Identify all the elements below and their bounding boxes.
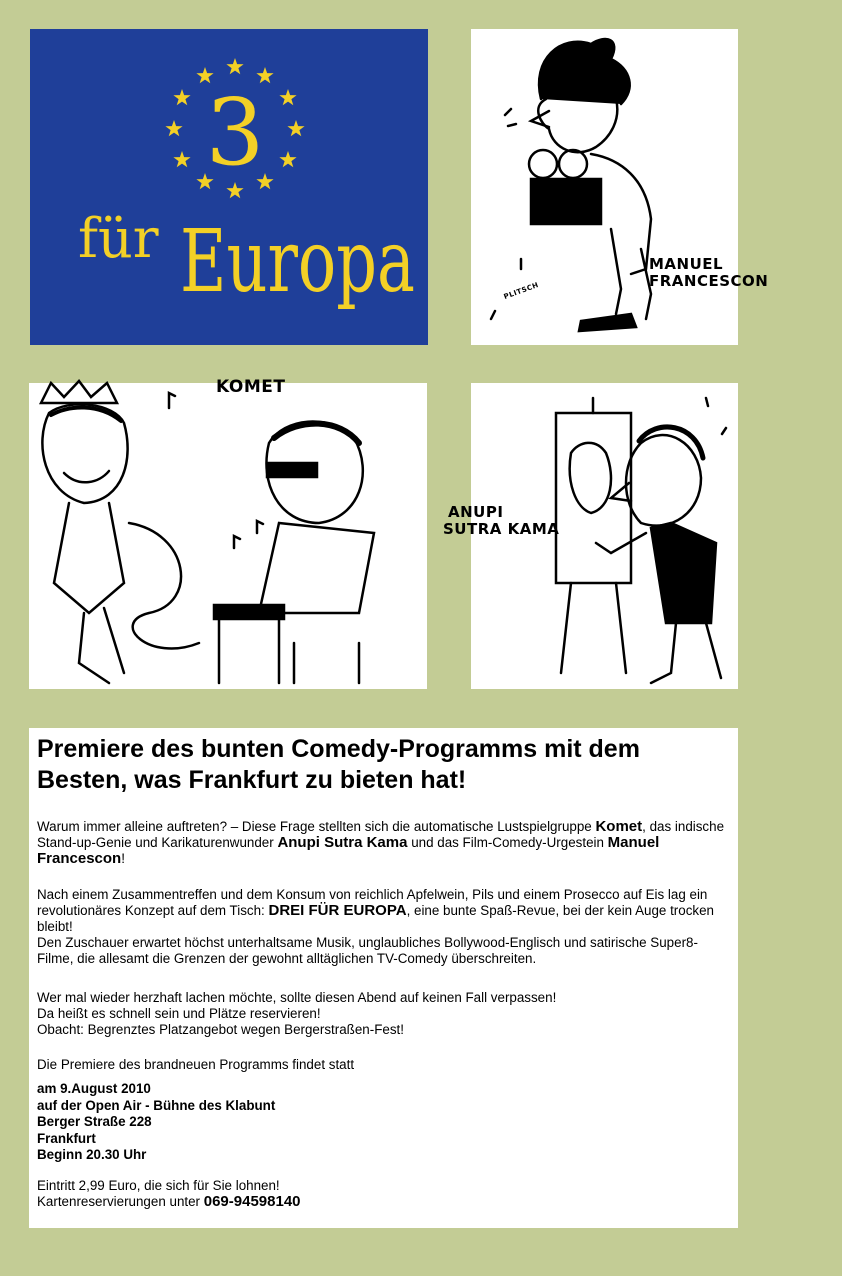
logo-word-big: Europa [180, 212, 415, 312]
caricature-anupi-sutra-kama [443, 383, 738, 689]
caption-sound-effect: PLITSCH [502, 280, 540, 302]
komet-drawing [29, 383, 427, 689]
artist-arm [596, 533, 646, 553]
pianist-glasses [267, 463, 317, 477]
intro-komet: Komet [595, 818, 643, 835]
event-venue: auf der Open Air - Bühne des Klabunt [37, 1097, 276, 1113]
artist-body [651, 523, 716, 623]
event-start-time: Beginn 20.30 Uhr [37, 1147, 147, 1163]
singer-body [54, 503, 124, 613]
keyboard-stand [219, 619, 279, 683]
shoes [579, 314, 636, 331]
logo-artwork [30, 29, 428, 345]
event-city: Frankfurt [37, 1130, 96, 1146]
caption-manuel-last: FRANCESCON [649, 272, 769, 290]
star [173, 151, 190, 167]
logo-word-small: für [78, 207, 159, 270]
star [279, 151, 296, 167]
europe-logo-panel [30, 29, 428, 345]
hair [539, 39, 630, 104]
intro-text: ! [121, 851, 125, 866]
caricature-manuel-francescon [471, 29, 769, 345]
paragraph-concept [37, 887, 727, 967]
stool-legs [294, 643, 359, 683]
keyboard [214, 605, 284, 619]
star [165, 120, 182, 136]
camera [531, 179, 601, 224]
concept-text: , eine bunte Spaß-Revue, bei der kein Auge trocken bleibt! [37, 903, 714, 934]
paragraph-call-to-action [37, 990, 727, 1038]
reservation-phone: 069-94598140 [203, 1193, 301, 1210]
easel-legs [561, 398, 626, 673]
paragraph-tickets [37, 1178, 727, 1210]
ticket-price: Eintritt 2,99 Euro, die sich für Sie lohnen! [37, 1178, 280, 1193]
paragraph-intro [37, 819, 727, 867]
logo-digit: 3 [205, 79, 265, 186]
drops [706, 398, 726, 434]
pianist-body [259, 523, 374, 613]
intro-text: , das indische Stand-up-Genie und Karikaturenwunder [37, 819, 725, 850]
caricature-komet [29, 377, 427, 689]
headline: Premiere des bunten Comedy-Programms mit dem Besten, was Frankfurt zu bieten hat! [37, 735, 640, 794]
drawn-face [570, 443, 611, 513]
intro-manuel: Manuel Francescon [37, 834, 660, 867]
event-date: am 9.August 2010 [37, 1081, 151, 1096]
camera-reel [559, 150, 587, 178]
caption-manuel-first: MANUEL [649, 255, 724, 273]
star [226, 58, 243, 74]
singer-smile [64, 471, 109, 482]
intro-text: Warum immer alleine auftreten? – Diese Frage stellten sich die automatische Lustspielgruppe [37, 819, 596, 834]
music-notes [169, 393, 263, 548]
event-street: Berger Straße 228 [37, 1114, 152, 1130]
caption-anupi-first: ANUPI [448, 503, 504, 521]
reservation-label: Kartenreservierungen unter [37, 1194, 204, 1209]
caption-anupi-last: SUTRA KAMA [443, 520, 560, 538]
show-title: DREI FÜR EUROPA [268, 902, 407, 919]
easel-board [556, 413, 631, 583]
cta-line: Da heißt es schnell sein und Plätze reservieren! [37, 1006, 321, 1021]
cta-line: Obacht: Begrenztes Platzangebot wegen Bergerstraßen-Fest! [37, 1022, 404, 1037]
cta-line: Wer mal wieder herzhaft lachen möchte, sollte diesen Abend auf keinen Fall verpassen! [37, 990, 557, 1005]
face [538, 99, 617, 152]
singer-legs [79, 608, 124, 683]
star [279, 89, 296, 105]
microphone-cable [129, 523, 199, 649]
star [173, 89, 190, 105]
singer-face [42, 404, 127, 503]
event-details [37, 1081, 275, 1164]
article-box [29, 728, 738, 1228]
concept-text: Den Zuschauer erwartet höchst unterhaltsame Musik, unglaubliches Bollywood-Englisch und satirische Super8-Filme, die allesamt die Grenzen der gewohnt alltäglichen TV-Comedy überschreiten. [37, 935, 698, 966]
crown [41, 381, 117, 403]
camera-reel [529, 150, 557, 178]
intro-anupi: Anupi Sutra Kama [277, 834, 408, 851]
star [287, 120, 304, 136]
concept-text: Nach einem Zusammentreffen und dem Konsum von reichlich Apfelwein, Pils und einem Prosecco auf Eis lag ein revolutionäres Konzept auf dem Tisch: [37, 887, 708, 918]
artist-legs [651, 623, 721, 683]
artist-head [626, 435, 701, 526]
caption-komet: KOMET [216, 377, 286, 397]
intro-text: und das Film-Comedy-Urgestein [407, 835, 608, 850]
paragraph-premiere-intro: Die Premiere des brandneuen Programms findet statt [37, 1057, 355, 1072]
